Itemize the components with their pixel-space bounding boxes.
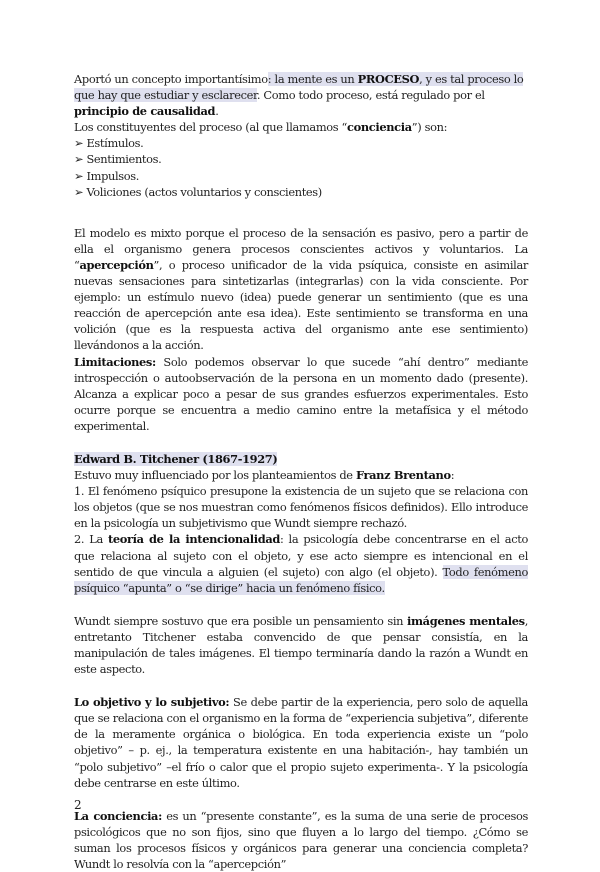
bold-label-limitaciones: Limitaciones: <box>74 354 156 369</box>
text-run: , entretanto Titchener estaba convencido de que pensar consistía, en la manipulación de tales imágenes. El tiempo terminaría dando la razón a Wundt en este aspecto. <box>74 613 528 677</box>
text-run: Solo podemos observar lo que sucede “ahí dentro” mediante introspección o autoobservación de la persona en un momento dado (presente). Alcanza a explicar poco a pesar de sus grandes esfuerzos experimentales. Esto ocurre porque se encuentra a medio camino entre la metafísica y el método experimental. <box>74 354 528 433</box>
text-run: ”) son: <box>411 120 448 135</box>
paragraph-mental-images <box>74 613 528 677</box>
text-run: ”, o proceso unificador de la vida psíquica, consiste en asimilar nuevas sensaciones para sintetizarlas (integrarlas) con la vida consciente. Por ejemplo: un estímulo nuevo (idea) puede generar un sentimiento (que es una reacción de apercepción ante esa idea). Este sentimiento se transforma en una volición (que es la respuesta activa del organismo ante ese sentimiento) llevándonos a la acción. <box>74 257 528 353</box>
bold-term-apercepcion: apercepción <box>79 257 154 272</box>
bold-term-proceso: PROCESO <box>357 72 420 86</box>
bullet-item: ➢ Estímulos. <box>74 136 144 151</box>
text-run: El modelo es mixto porque el proceso de la sensación es pasivo, pero a partir de ella el organismo genera procesos conscientes activos y voluntarios. La “ <box>74 225 528 272</box>
text-run: . Como todo proceso, está regulado por el <box>256 88 485 103</box>
bullet-item: ➢ Impulsos. <box>74 168 140 183</box>
paragraph-process <box>74 71 528 135</box>
paragraph-brentano <box>74 467 528 483</box>
bold-term-intencionalidad: teoría de la intencionalidad <box>107 532 281 547</box>
text-run: Estuvo muy influenciado por los planteamientos de <box>74 468 356 483</box>
bold-label-objetivo: Lo objetivo y lo subjetivo: <box>74 695 230 710</box>
text-run: Wundt siempre sostuvo que era posible un pensamiento sin <box>74 613 407 628</box>
text-run: 2. La <box>74 532 108 547</box>
paragraph-limitations <box>74 354 528 434</box>
text-run: es un “presente constante”, es la suma de una serie de procesos psicológicos que no son fijos, sino que fluyen a lo largo del tiempo. ¿Cómo se suman los procesos físicos y orgánicos para generar una conciencia completa? Wundt lo resolvía con la “apercepción” <box>74 808 528 872</box>
text-run: : la mente es un <box>267 72 358 86</box>
bold-label-conciencia: La conciencia: <box>74 808 162 823</box>
bold-term-brentano: Franz Brentano <box>355 468 451 483</box>
highlight-run: Todo fenómeno psíquico “apunta” o “se dirige” hacia un fenómeno físico. <box>74 564 528 595</box>
bold-term-imagenes: imágenes mentales <box>407 613 525 628</box>
text-run: . <box>215 104 219 119</box>
text-run: Los constituyentes del proceso (al que llamamos “ <box>74 120 348 135</box>
paragraph-point-1: 1. El fenómeno psíquico presupone la existencia de un sujeto que se relaciona con los objetos (que se nos muestran como fenómenos físicos definidos). Ello introduce en la psicología un subjetivismo que Wundt siempre rechazó. <box>74 484 528 531</box>
bold-term-conciencia: conciencia <box>347 120 412 135</box>
text-run: : <box>450 468 455 483</box>
paragraph-consciousness <box>74 808 528 872</box>
paragraph-objective-subjective <box>74 694 528 791</box>
text-run: : la psicología debe concentrarse en el acto que relaciona al sujeto con el objeto, y ese acto siempre es intencional en el sentido de que vincula a alguien (el sujeto) con algo (el objeto). <box>74 532 528 579</box>
bullet-item: ➢ Sentimientos. <box>74 152 162 167</box>
body-text <box>74 71 528 872</box>
text-run: Se debe partir de la experiencia, pero solo de aquella que se relaciona con el organismo en la forma de “experiencia subjetiva”, diferente de la meramente orgánica o biológica. En toda experiencia existe un “polo objetivo” – p. ej., la temperatura existente en una habitación-, hay también un “polo subjetivo” –el frío o calor que el propio sujeto experimenta-. Y la psicología debe centrarse en este último. <box>74 695 528 790</box>
text-run: Aportó un concepto importantísimo <box>74 72 268 86</box>
paragraph-model <box>74 225 528 354</box>
bullet-item: ➢ Voliciones (actos voluntarios y conscientes) <box>74 184 322 199</box>
page-number: 2 <box>74 798 82 812</box>
section-heading <box>74 451 528 467</box>
bold-term-causalidad: principio de causalidad <box>74 104 216 119</box>
heading-text: Edward B. Titchener (1867-1927) <box>74 451 278 466</box>
text-run: , y es tal proceso lo que hay que estudiar y esclarecer <box>74 72 524 103</box>
paragraph-point-2 <box>74 531 528 595</box>
